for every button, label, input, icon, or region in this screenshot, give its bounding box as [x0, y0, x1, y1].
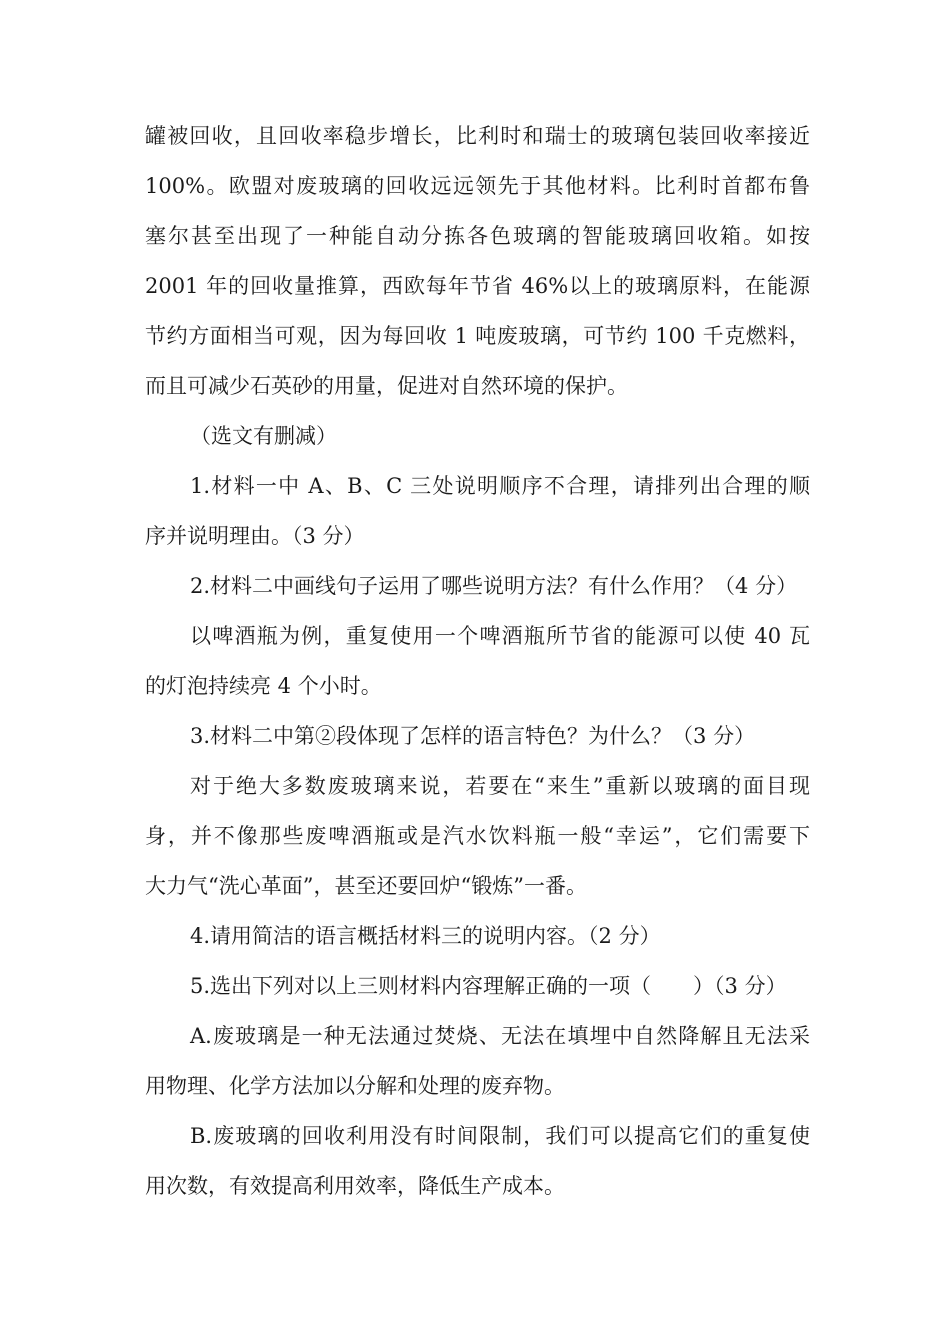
option-b: B.废玻璃的回收利用没有时间限制，我们可以提高它们的重复使 — [190, 1124, 810, 1148]
option-a: A.废玻璃是一种无法通过焚烧、无法在填埋中自然降解且无法采 — [190, 1024, 810, 1048]
question-3-quote: 对于绝大多数废玻璃来说，若要在“来生”重新以玻璃的面目现 — [190, 774, 810, 798]
question-1-cont: 序并说明理由。（3 分） — [145, 524, 365, 548]
question-4: 4.请用简洁的语言概括材料三的说明内容。（2 分） — [190, 924, 661, 948]
passage-line: 100%。欧盟对废玻璃的回收远远领先于其他材料。比利时首都布鲁 — [145, 174, 810, 198]
passage-line: 塞尔甚至出现了一种能自动分拣各色玻璃的智能玻璃回收箱。如按 — [145, 224, 810, 248]
question-3: 3.材料二中第②段体现了怎样的语言特色？为什么？（3 分） — [190, 724, 756, 748]
passage-line: 节约方面相当可观，因为每回收 1 吨废玻璃，可节约 100 千克燃料， — [145, 324, 810, 348]
question-5: 5.选出下列对以上三则材料内容理解正确的一项（ ）（3 分） — [190, 974, 787, 998]
passage-line: 罐被回收，且回收率稳步增长，比利时和瑞士的玻璃包装回收率接近 — [145, 124, 810, 148]
question-2: 2.材料二中画线句子运用了哪些说明方法？有什么作用？（4 分） — [190, 574, 798, 598]
question-2-quote-cont: 的灯泡持续亮 4 个小时。 — [145, 674, 382, 698]
option-b-cont: 用次数，有效提高利用效率，降低生产成本。 — [145, 1174, 565, 1198]
question-3-quote-cont: 身，并不像那些废啤酒瓶或是汽水饮料瓶一般“幸运”，它们需要下 — [145, 824, 810, 848]
passage-line: 而且可减少石英砂的用量，促进对自然环境的保护。 — [145, 374, 628, 398]
option-a-cont: 用物理、化学方法加以分解和处理的废弃物。 — [145, 1074, 565, 1098]
question-2-quote: 以啤酒瓶为例，重复使用一个啤酒瓶所节省的能源可以使 40 瓦 — [190, 624, 810, 648]
passage-line: 2001 年的回收量推算，西欧每年节省 46%以上的玻璃原料，在能源 — [145, 274, 810, 298]
source-note: （选文有删减） — [190, 424, 337, 448]
question-1: 1.材料一中 A、B、C 三处说明顺序不合理，请排列出合理的顺 — [190, 474, 810, 498]
question-3-quote-end: 大力气“洗心革面”，甚至还要回炉“锻炼”一番。 — [145, 874, 587, 898]
